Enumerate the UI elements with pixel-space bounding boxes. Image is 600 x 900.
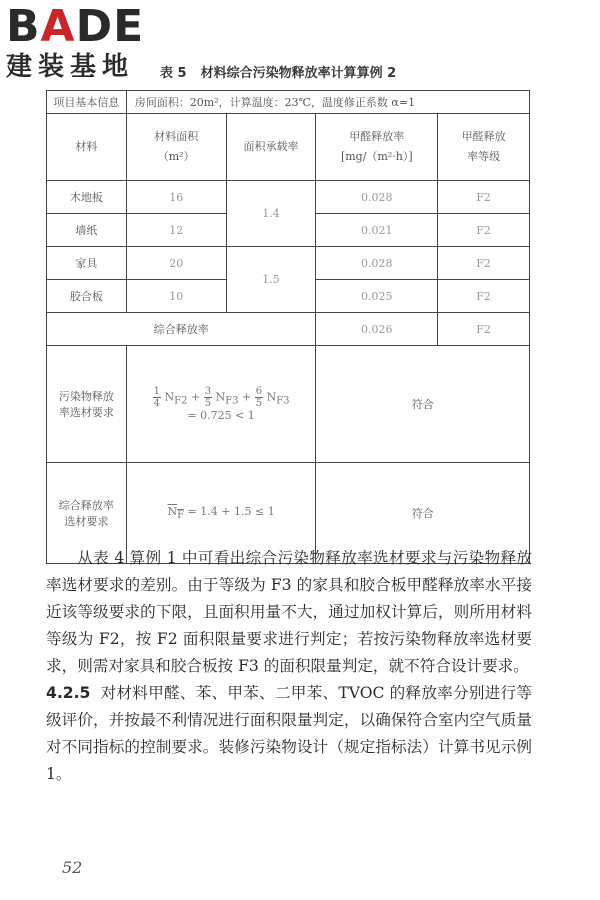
- page-number: 52: [62, 858, 83, 877]
- table-row-req1: [47, 346, 530, 463]
- watermark-cjk: 建装基地: [6, 52, 135, 82]
- watermark-letter-a: A: [40, 1, 76, 52]
- watermark-letter-b: B: [6, 1, 41, 52]
- table-title-text: 材料综合污染物释放率计算算例 2: [200, 66, 397, 81]
- req2-label-line2: 选材要求: [64, 515, 109, 528]
- req2-var-sub: F: [177, 510, 185, 522]
- header-area-label: 材料面积: [154, 130, 199, 143]
- fraction-2: [204, 386, 212, 409]
- header-rate-unit: [mg/（m²·h）]: [340, 150, 413, 163]
- cell-load-group-1: 1.4: [226, 181, 316, 247]
- term-1-sub: F2: [174, 395, 188, 407]
- req2-conclusion: 符合: [316, 463, 530, 564]
- fraction-3-denominator: 5: [255, 398, 263, 409]
- table-row: [47, 181, 530, 214]
- header-rate-label: 甲醛释放率: [349, 130, 405, 143]
- cell-material: 家具: [47, 247, 127, 280]
- cell-rate: 0.025: [316, 280, 438, 313]
- cell-area: 12: [126, 214, 226, 247]
- cell-material: 木地板: [47, 181, 127, 214]
- req2-formula-var: [167, 504, 185, 522]
- cell-material: 胶合板: [47, 280, 127, 313]
- cell-rate: 0.028: [316, 181, 438, 214]
- cell-material: 墙纸: [47, 214, 127, 247]
- cell-rate: 0.021: [316, 214, 438, 247]
- cell-grade: F2: [438, 181, 530, 214]
- req1-label: [47, 346, 127, 463]
- cell-area: 16: [126, 181, 226, 214]
- paragraph-1: 从表 4 算例 1 中可看出综合污染物释放率选材要求与污染物释放率选材要求的差别。由于等级为 F3 的家具和胶合板甲醛释放率水平接近该等级要求的下限，且面积用量不大，通过加权计算后，则所用材料等级为 F2，按 F2 面积限量要求进行判定；若按污染物释放率选材要求，则需对家具和胶合板按 F3 的面积限量判定，就不符合设计要求。: [46, 549, 532, 675]
- cell-load-group-2: 1.5: [226, 247, 316, 313]
- paragraph-2-text: 对材料甲醛、苯、甲苯、二甲苯、TVOC 的释放率分别进行等级评价，并按最不利情况进行面积限量判定，以确保符合室内空气质量对不同指标的控制要求。装修污染物设计（规定指标法）计算书见示例 1。: [46, 684, 532, 783]
- fraction-1-numerator: 1: [153, 386, 161, 397]
- req2-var-letter: N: [167, 504, 178, 518]
- header-load: 面积承载率: [226, 114, 316, 181]
- total-label: 综合释放率: [47, 313, 316, 346]
- req1-conclusion: 符合: [316, 346, 530, 463]
- paragraph-2: [46, 680, 532, 788]
- term-1: N: [164, 390, 175, 404]
- table-row-total: [47, 313, 530, 346]
- plus-2: +: [242, 390, 252, 404]
- cell-rate: 0.028: [316, 247, 438, 280]
- req2-label-line1: 综合释放率: [58, 499, 114, 512]
- cell-grade: F2: [438, 280, 530, 313]
- header-area: [126, 114, 226, 181]
- watermark-logo: [6, 1, 176, 82]
- watermark-latin: [6, 1, 176, 52]
- header-material: 材料: [47, 114, 127, 181]
- term-2: N: [215, 390, 226, 404]
- fraction-2-numerator: 3: [204, 386, 212, 397]
- plus-1: +: [190, 390, 201, 404]
- fraction-3: [255, 386, 263, 409]
- req1-label-line2: 率选材要求: [58, 406, 114, 419]
- table-number: 表 5: [160, 66, 187, 81]
- header-grade: [438, 114, 530, 181]
- table-title: [160, 62, 396, 81]
- table-row: [47, 247, 530, 280]
- term-2-sub: F3: [225, 395, 239, 407]
- total-rate: 0.026: [316, 313, 438, 346]
- fraction-2-denominator: 5: [204, 398, 212, 409]
- watermark-letters-de: DE: [75, 1, 145, 52]
- term-3-sub: F3: [276, 395, 290, 407]
- fraction-1: [153, 386, 161, 409]
- fraction-3-numerator: 6: [255, 386, 263, 397]
- info-value: 房间面积：20m²，计算温度：23℃，温度修正系数 α=1: [126, 91, 529, 114]
- table-row-info: [47, 91, 530, 114]
- info-label: 项目基本信息: [47, 91, 127, 114]
- term-3: N: [266, 390, 277, 404]
- header-rate: [316, 114, 438, 181]
- req1-label-line1: 污染物释放: [58, 390, 114, 403]
- header-area-unit: （m²）: [157, 150, 195, 163]
- total-grade: F2: [438, 313, 530, 346]
- req1-formula: [126, 346, 316, 463]
- table-header-row: [47, 114, 530, 181]
- cell-grade: F2: [438, 214, 530, 247]
- header-grade-line2: 率等级: [467, 150, 501, 163]
- clause-number: 4.2.5: [46, 684, 91, 702]
- cell-area: 20: [126, 247, 226, 280]
- req1-result: = 0.725 < 1: [187, 409, 255, 422]
- cell-area: 10: [126, 280, 226, 313]
- calculation-table: [46, 90, 530, 564]
- cell-grade: F2: [438, 247, 530, 280]
- body-text: [46, 545, 532, 788]
- fraction-1-denominator: 4: [153, 398, 161, 409]
- req2-formula-rest: = 1.4 + 1.5 ≤ 1: [184, 504, 275, 518]
- header-grade-line1: 甲醛释放: [461, 130, 506, 143]
